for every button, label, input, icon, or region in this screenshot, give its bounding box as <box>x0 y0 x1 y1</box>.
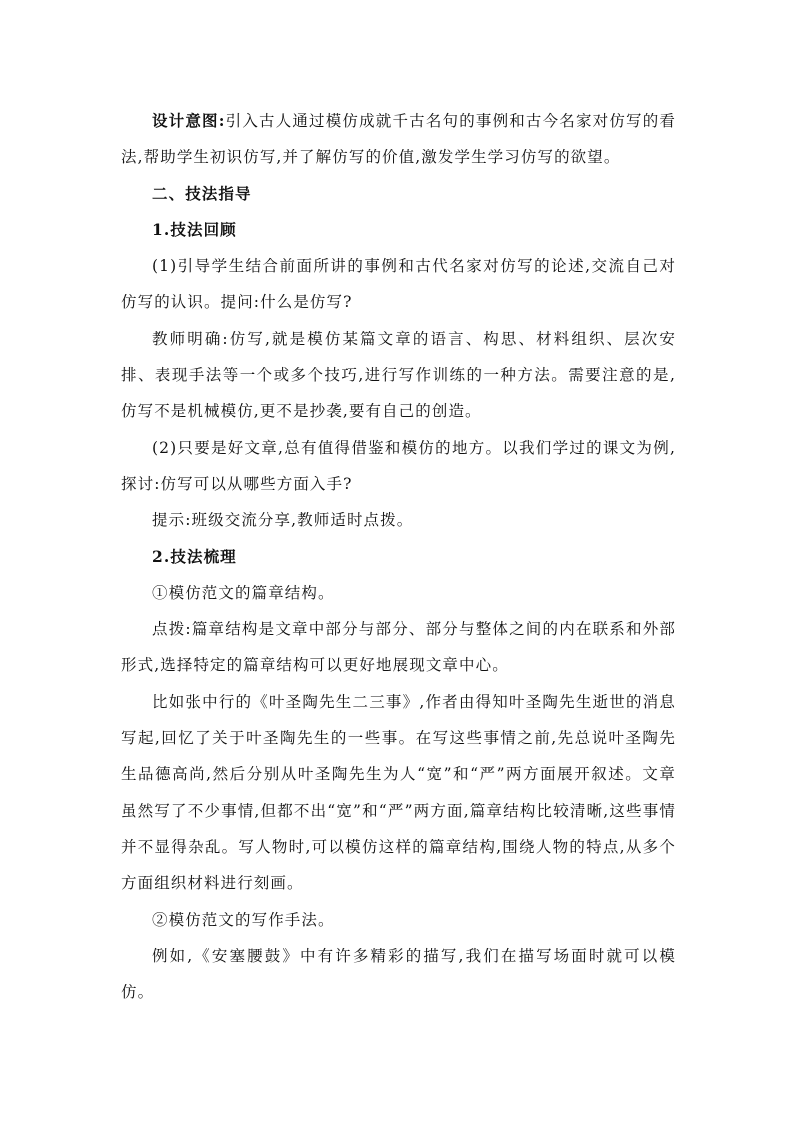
document-body <box>121 103 676 1010</box>
paragraph-example-ye-shengtao: 比如张中行的《叶圣陶先生二三事》,作者由得知叶圣陶先生逝世的消息写起,回忆了关于叶圣陶先生的一些事。在写这些事情之前,先总说叶圣陶先生品德高尚,然后分别从叶圣陶先生为人“宽”和“严”两方面展开叙述。文章虽然写了不少事情,但都不出“宽”和“严”两方面,篇章结构比较清晰,这些事情并不显得杂乱。写人物时,可以模仿这样的篇章结构,围绕人物的特点,从多个方面组织材料进行刻画。 <box>121 692 676 893</box>
paragraph-review-question: (1)引导学生结合前面所讲的事例和古代名家对仿写的论述,交流自己对仿写的认识。提问:什么是仿写? <box>121 257 676 312</box>
design-intent-text: 引入古人通过模仿成就千古名句的事例和古今名家对仿写的看法,帮助学生初识仿写,并了解仿写的价值,激发学生学习仿写的欲望。 <box>121 112 676 167</box>
subheading-technique-review: 1.技法回顾 <box>152 219 237 239</box>
paragraph-example-ansai-drum: 例如,《安塞腰鼓》中有许多精彩的描写,我们在描写场面时就可以模仿。 <box>121 946 676 1002</box>
section-heading-technique-guidance: 二、技法指导 <box>152 183 252 203</box>
design-intent-paragraph <box>121 103 676 176</box>
paragraph-review-exploration: (2)只要是好文章,总有值得借鉴和模仿的地方。以我们学过的课文为例,探讨:仿写可以从哪些方面入手? <box>121 438 676 493</box>
subheading-technique-summary: 2.技法梳理 <box>152 546 237 566</box>
paragraph-hint: 提示:班级交流分享,教师适时点拨。 <box>152 511 414 530</box>
design-intent-label: 设计意图: <box>152 111 226 130</box>
paragraph-teacher-clarification: 教师明确:仿写,就是模仿某篇文章的语言、构思、材料组织、层次安排、表现手法等一个或多个技巧,进行写作训练的一种方法。需要注意的是,仿写不是机械模仿,更不是抄袭,要有自己的创造。 <box>121 329 676 421</box>
list-item-structure: ①模仿范文的篇章结构。 <box>152 583 335 602</box>
list-item-writing-technique: ②模仿范文的写作手法。 <box>152 910 335 929</box>
paragraph-structure-tip: 点拨:篇章结构是文章中部分与部分、部分与整体之间的内在联系和外部形式,选择特定的篇章结构可以更好地展现文章中心。 <box>121 620 676 675</box>
